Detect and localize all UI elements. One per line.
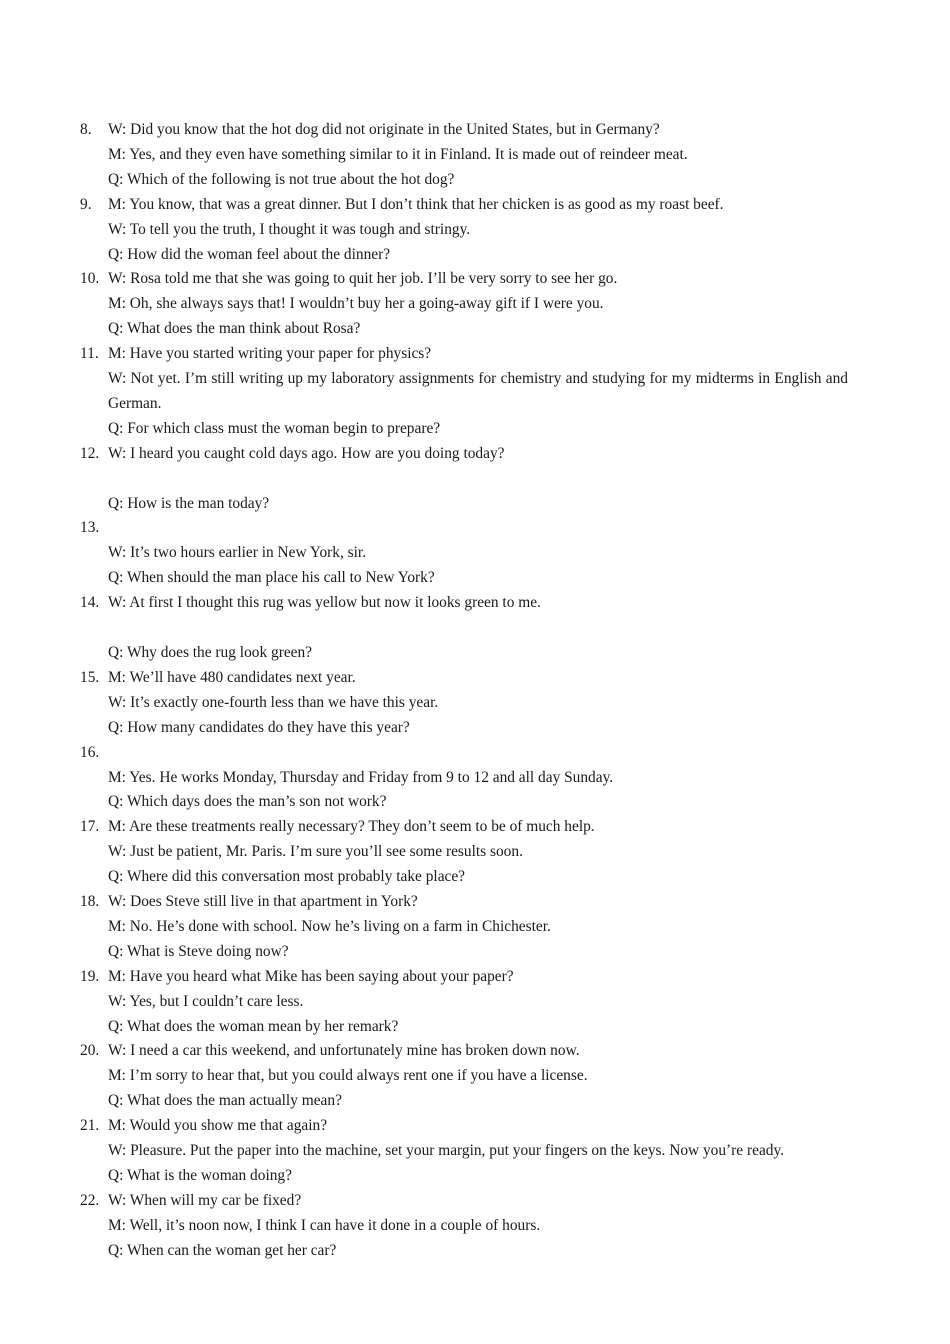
dialogue-lines (108, 741, 848, 816)
question-item (80, 1039, 848, 1114)
question-number: 14. (80, 594, 100, 612)
question-number: 13. (80, 519, 100, 537)
dialogue-line: Q: What does the man think about Rosa? (108, 320, 361, 338)
dialogue-line: Q: How is the man today? (108, 494, 270, 512)
question-item (80, 516, 848, 591)
dialogue-line (108, 516, 848, 541)
question-item (80, 1189, 848, 1264)
question-item (80, 890, 848, 965)
dialogue-line: M: Yes. He works Monday, Thursday and Friday from 9 to 12 and all day Sunday. (108, 768, 614, 786)
dialogue-line: M: No. He’s done with school. Now he’s living on a farm in Chichester. (108, 917, 551, 935)
dialogue-line: Q: What does the man actually mean? (108, 1092, 342, 1110)
question-item (80, 118, 848, 193)
question-item (80, 666, 848, 741)
question-item (80, 342, 848, 442)
dialogue-line: M: Have you heard what Mike has been saying about your paper? (108, 967, 514, 985)
dialogue-line: W: I heard you caught cold days ago. How are you doing today? (108, 444, 505, 462)
dialogue-line: W: It’s exactly one-fourth less than we have this year. (108, 693, 439, 711)
dialogue-line: Q: What is Steve doing now? (108, 942, 289, 960)
dialogue-line: W: Just be patient, Mr. Paris. I’m sure you’ll see some results soon. (108, 843, 523, 861)
question-number: 8. (80, 121, 92, 138)
dialogue-line: M: You know, that was a great dinner. But I don’t think that her chicken is as good as my roast beef. (108, 195, 724, 213)
question-item (80, 193, 848, 268)
dialogue-line: Q: When can the woman get her car? (108, 1241, 337, 1259)
dialogue-lines (108, 666, 848, 741)
dialogue-line: Q: What does the woman mean by her remark? (108, 1017, 399, 1035)
dialogue-line: M: Yes, and they even have something similar to it in Finland. It is made out of reindeer meat. (108, 145, 688, 163)
question-number: 20. (80, 1042, 100, 1060)
question-number: 17. (80, 818, 100, 836)
question-number: 9. (80, 195, 92, 213)
dialogue-line: Q: For which class must the woman begin to prepare? (108, 419, 441, 437)
dialogue-line: W: Does Steve still live in that apartment in York? (108, 893, 418, 911)
dialogue-line: Q: Which of the following is not true about the hot dog? (108, 170, 455, 188)
dialogue-lines (108, 193, 848, 268)
dialogue-line: Q: How did the woman feel about the dinner? (108, 245, 391, 263)
dialogue-line: M: Well, it’s noon now, I think I can have it done in a couple of hours. (108, 1216, 541, 1234)
dialogue-line: W: At first I thought this rug was yellow but now it looks green to me. (108, 594, 541, 612)
dialogue-lines (108, 1189, 848, 1264)
question-number: 12. (80, 444, 100, 462)
question-number: 21. (80, 1117, 100, 1135)
dialogue-lines (108, 890, 848, 965)
dialogue-line: M: We’ll have 480 candidates next year. (108, 668, 356, 686)
question-item (80, 741, 848, 816)
dialogue-line: W: Did you know that the hot dog did not originate in the United States, but in Germany? (108, 121, 660, 138)
dialogue-lines (108, 516, 848, 591)
dialogue-lines (108, 267, 848, 342)
question-number: 18. (80, 893, 100, 911)
dialogue-line: W: Rosa told me that she was going to quit her job. I’ll be very sorry to see her go. (108, 270, 618, 288)
dialogue-lines (108, 1039, 848, 1114)
dialogue-lines (108, 118, 848, 193)
question-number: 19. (80, 967, 100, 985)
dialogue-line: Q: Why does the rug look green? (108, 643, 313, 661)
dialogue-line (108, 741, 848, 766)
dialogue-line: W: Pleasure. Put the paper into the machine, set your margin, put your fingers on the keys. Now you’re ready. (108, 1142, 785, 1160)
dialogue-line: M: Are these treatments really necessary? They don’t seem to be of much help. (108, 818, 595, 836)
question-number: 15. (80, 668, 100, 686)
dialogue-line: W: Yes, but I couldn’t care less. (108, 992, 304, 1010)
transcript-page (80, 118, 848, 1264)
dialogue-lines (108, 815, 848, 890)
question-number: 10. (80, 270, 100, 288)
dialogue-line: M: Have you started writing your paper for physics? (108, 345, 432, 363)
dialogue-line: W: To tell you the truth, I thought it was tough and stringy. (108, 220, 471, 238)
question-item (80, 815, 848, 890)
question-number: 11. (80, 345, 99, 363)
dialogue-line: Q: What is the woman doing? (108, 1167, 292, 1184)
dialogue-line: Q: When should the man place his call to New York? (108, 569, 435, 587)
dialogue-lines (108, 1114, 848, 1189)
dialogue-line: W: It’s two hours earlier in New York, sir. (108, 544, 367, 562)
dialogue-line: W: When will my car be fixed? (108, 1191, 302, 1209)
dialogue-line: Q: Where did this conversation most probably take place? (108, 868, 466, 886)
dialogue-line: W: I need a car this weekend, and unfortunately mine has broken down now. (108, 1042, 580, 1060)
question-number: 22. (80, 1191, 100, 1209)
question-number: 16. (80, 743, 100, 761)
dialogue-lines (108, 591, 848, 666)
dialogue-lines (108, 342, 848, 442)
dialogue-line (108, 616, 848, 641)
dialogue-line: M: Oh, she always says that! I wouldn’t buy her a going-away gift if I were you. (108, 295, 604, 313)
dialogue-line: Q: Which days does the man’s son not work? (108, 793, 387, 811)
dialogue-lines (108, 965, 848, 1040)
dialogue-lines (108, 442, 848, 517)
question-item (80, 965, 848, 1040)
question-item (80, 1114, 848, 1189)
dialogue-line: M: I’m sorry to hear that, but you could always rent one if you have a license. (108, 1067, 588, 1085)
question-item (80, 267, 848, 342)
dialogue-line (108, 467, 848, 492)
dialogue-line: M: Would you show me that again? (108, 1117, 328, 1135)
dialogue-line: W: Not yet. I’m still writing up my laboratory assignments for chemistry and studying for my midterms in English and German. (108, 370, 848, 412)
question-item (80, 442, 848, 517)
dialogue-line: Q: How many candidates do they have this year? (108, 718, 410, 736)
question-item (80, 591, 848, 666)
